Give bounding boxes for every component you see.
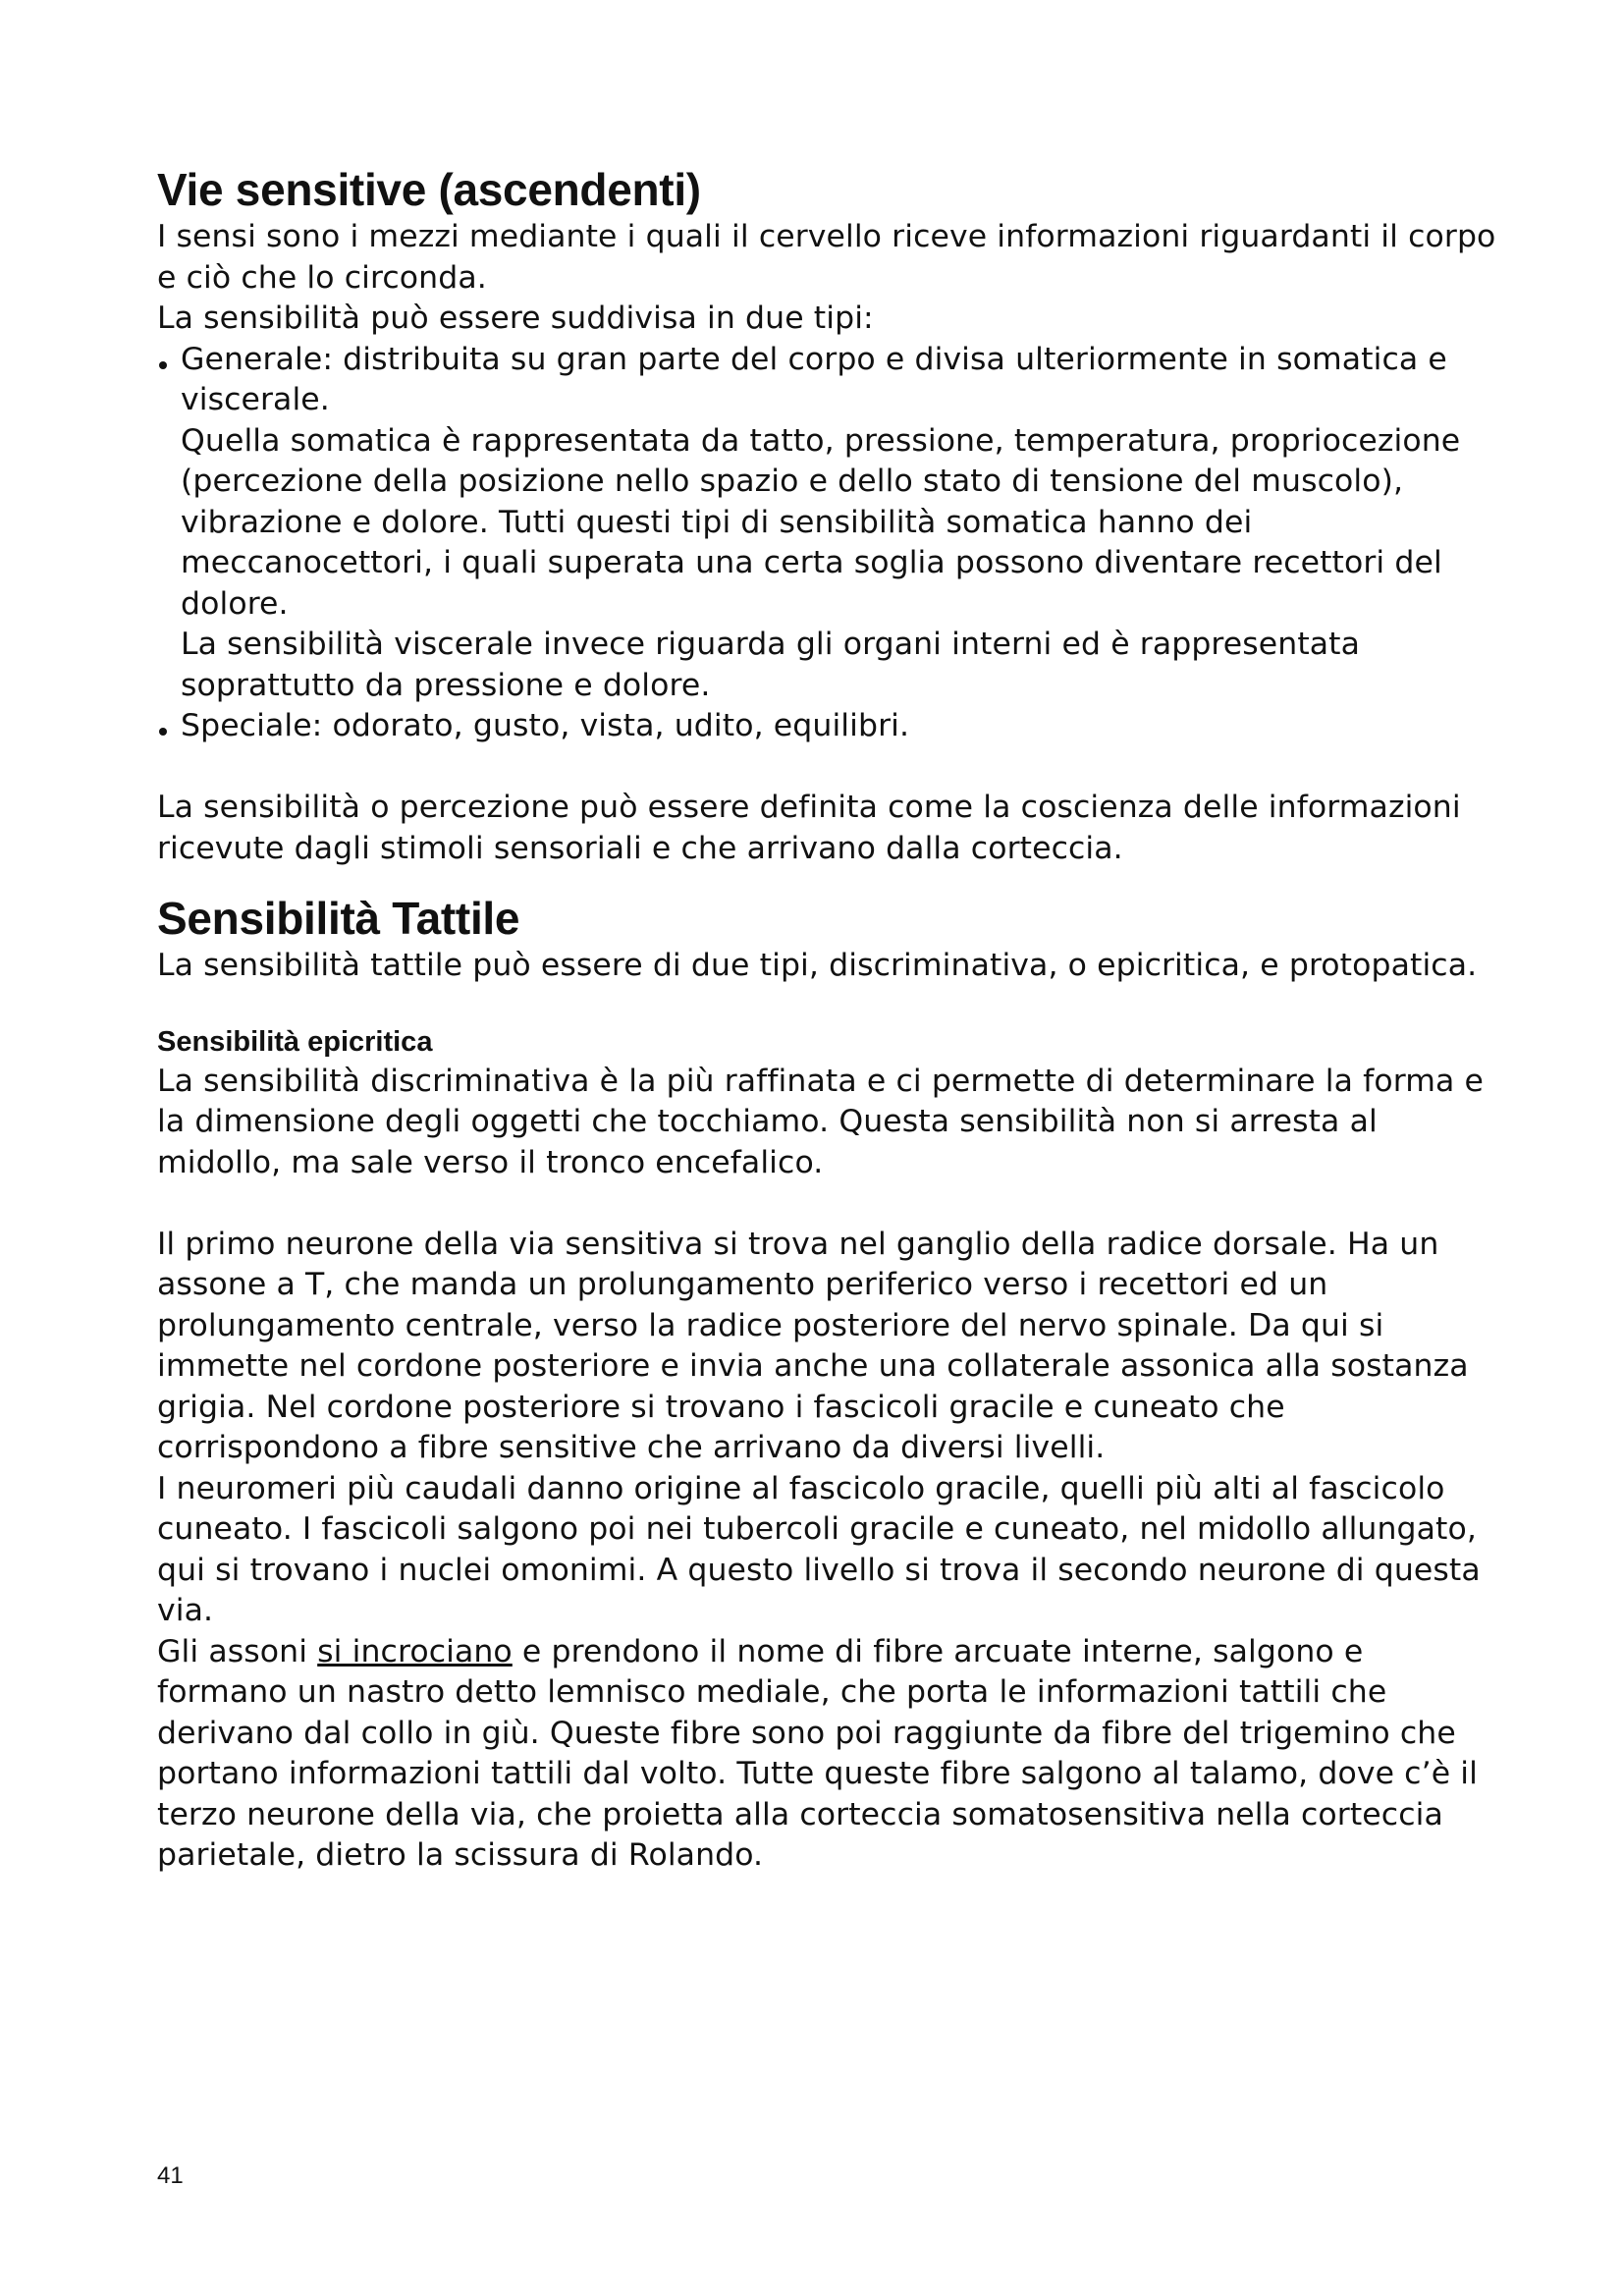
epicritica-paragraph-2: Il primo neurone della via sensitiva si trova nel ganglio della radice dorsale. Ha un assone a T, che manda un prolungamento periferico verso i recettori ed un prolungamento centrale, verso la radice posteriore del nervo spinale. Da qui si immette nel cordone posteriore e invia anche una collaterale assonica alla sostanza grigia. Nel cordone posteriore si trovano i fascicoli gracile e cuneato che corrispondono a fibre sensitive che arrivano da diversi livelli. (157, 1226, 1469, 1465)
intro-paragraph: I sensi sono i mezzi mediante i quali il cervello riceve informazioni riguardanti il corpo e ciò che lo circonda. (157, 219, 1496, 296)
document-page (157, 162, 1502, 1877)
epicritica-paragraph-3: I neuromeri più caudali danno origine al fascicolo gracile, quelli più alti al fascicolo cuneato. I fascicoli salgono poi nei tubercoli gracile e cuneato, nel midollo allungato, qui si trovano i nuclei omonimi. A questo livello si trova il secondo neurone di questa via. (157, 1470, 1481, 1628)
section-title-vie-sensitive: Vie sensitive (ascendenti) (157, 164, 701, 215)
subsection-title-epicritica: Sensibilità epicritica (157, 1025, 433, 1058)
p4-start: Gli assoni (157, 1633, 318, 1669)
speciale-text: Speciale: odorato, gusto, vista, udito, equilibri. (181, 708, 910, 743)
p4-end: e prendono il nome di fibre arcuate interne, salgono e formano un nastro detto lemnisco mediale, che porta le informazioni tattili che derivano dal collo in giù. Queste fibre sono poi raggiunte da fibre del trigemino che portano informazioni tattili dal volto. Tutte queste fibre salgono al talamo, dove c’è il terzo neurone della via, che proietta alla corteccia somatosensitiva nella corteccia parietale, dietro la scissura di Rolando. (157, 1633, 1478, 1873)
viscerale-text: La sensibilità viscerale invece riguarda gli organi interni ed è rappresentata soprattutto da pressione e dolore. (181, 627, 1361, 703)
epicritica-paragraph-4 (157, 1632, 1502, 1877)
list-item-generale (157, 340, 1502, 707)
page-number: 41 (157, 2162, 184, 2189)
tattile-intro: La sensibilità tattile può essere di due tipi, discriminativa, o epicritica, e protopatica. (157, 948, 1478, 983)
somatica-text: Quella somatica è rappresentata da tatto, pressione, temperatura, propriocezione (percezione della posizione nello spazio e dello stato di tensione del muscolo), vibrazione e dolore. Tutti questi tipi di sensibilità somatica hanno dei meccanocettori, i quali superata una certa soglia possono diventare recettori del dolore. (181, 422, 1461, 622)
bullet-icon (159, 728, 167, 736)
sensibility-types-list (157, 340, 1502, 747)
list-item-speciale (157, 706, 1502, 747)
epicritica-paragraph-1: La sensibilità discriminativa è la più raffinata e ci permette di determinare la forma e la dimensione degli oggetti che tocchiamo. Questa sensibilità non si arresta al midollo, ma sale verso il tronco encefalico. (157, 1063, 1484, 1180)
underlined-text: si incrociano (317, 1633, 513, 1669)
generale-text: Generale: distribuita su gran parte del corpo e divisa ulteriormente in somatica e viscerale. (181, 341, 1447, 417)
types-intro: La sensibilità può essere suddivisa in due tipi: (157, 301, 874, 336)
bullet-icon (159, 361, 167, 369)
definition-paragraph: La sensibilità o percezione può essere definita come la coscienza delle informazioni ricevute dagli stimoli sensoriali e che arrivano dalla corteccia. (157, 790, 1461, 866)
section-title-sensibilita-tattile: Sensibilità Tattile (157, 893, 520, 944)
